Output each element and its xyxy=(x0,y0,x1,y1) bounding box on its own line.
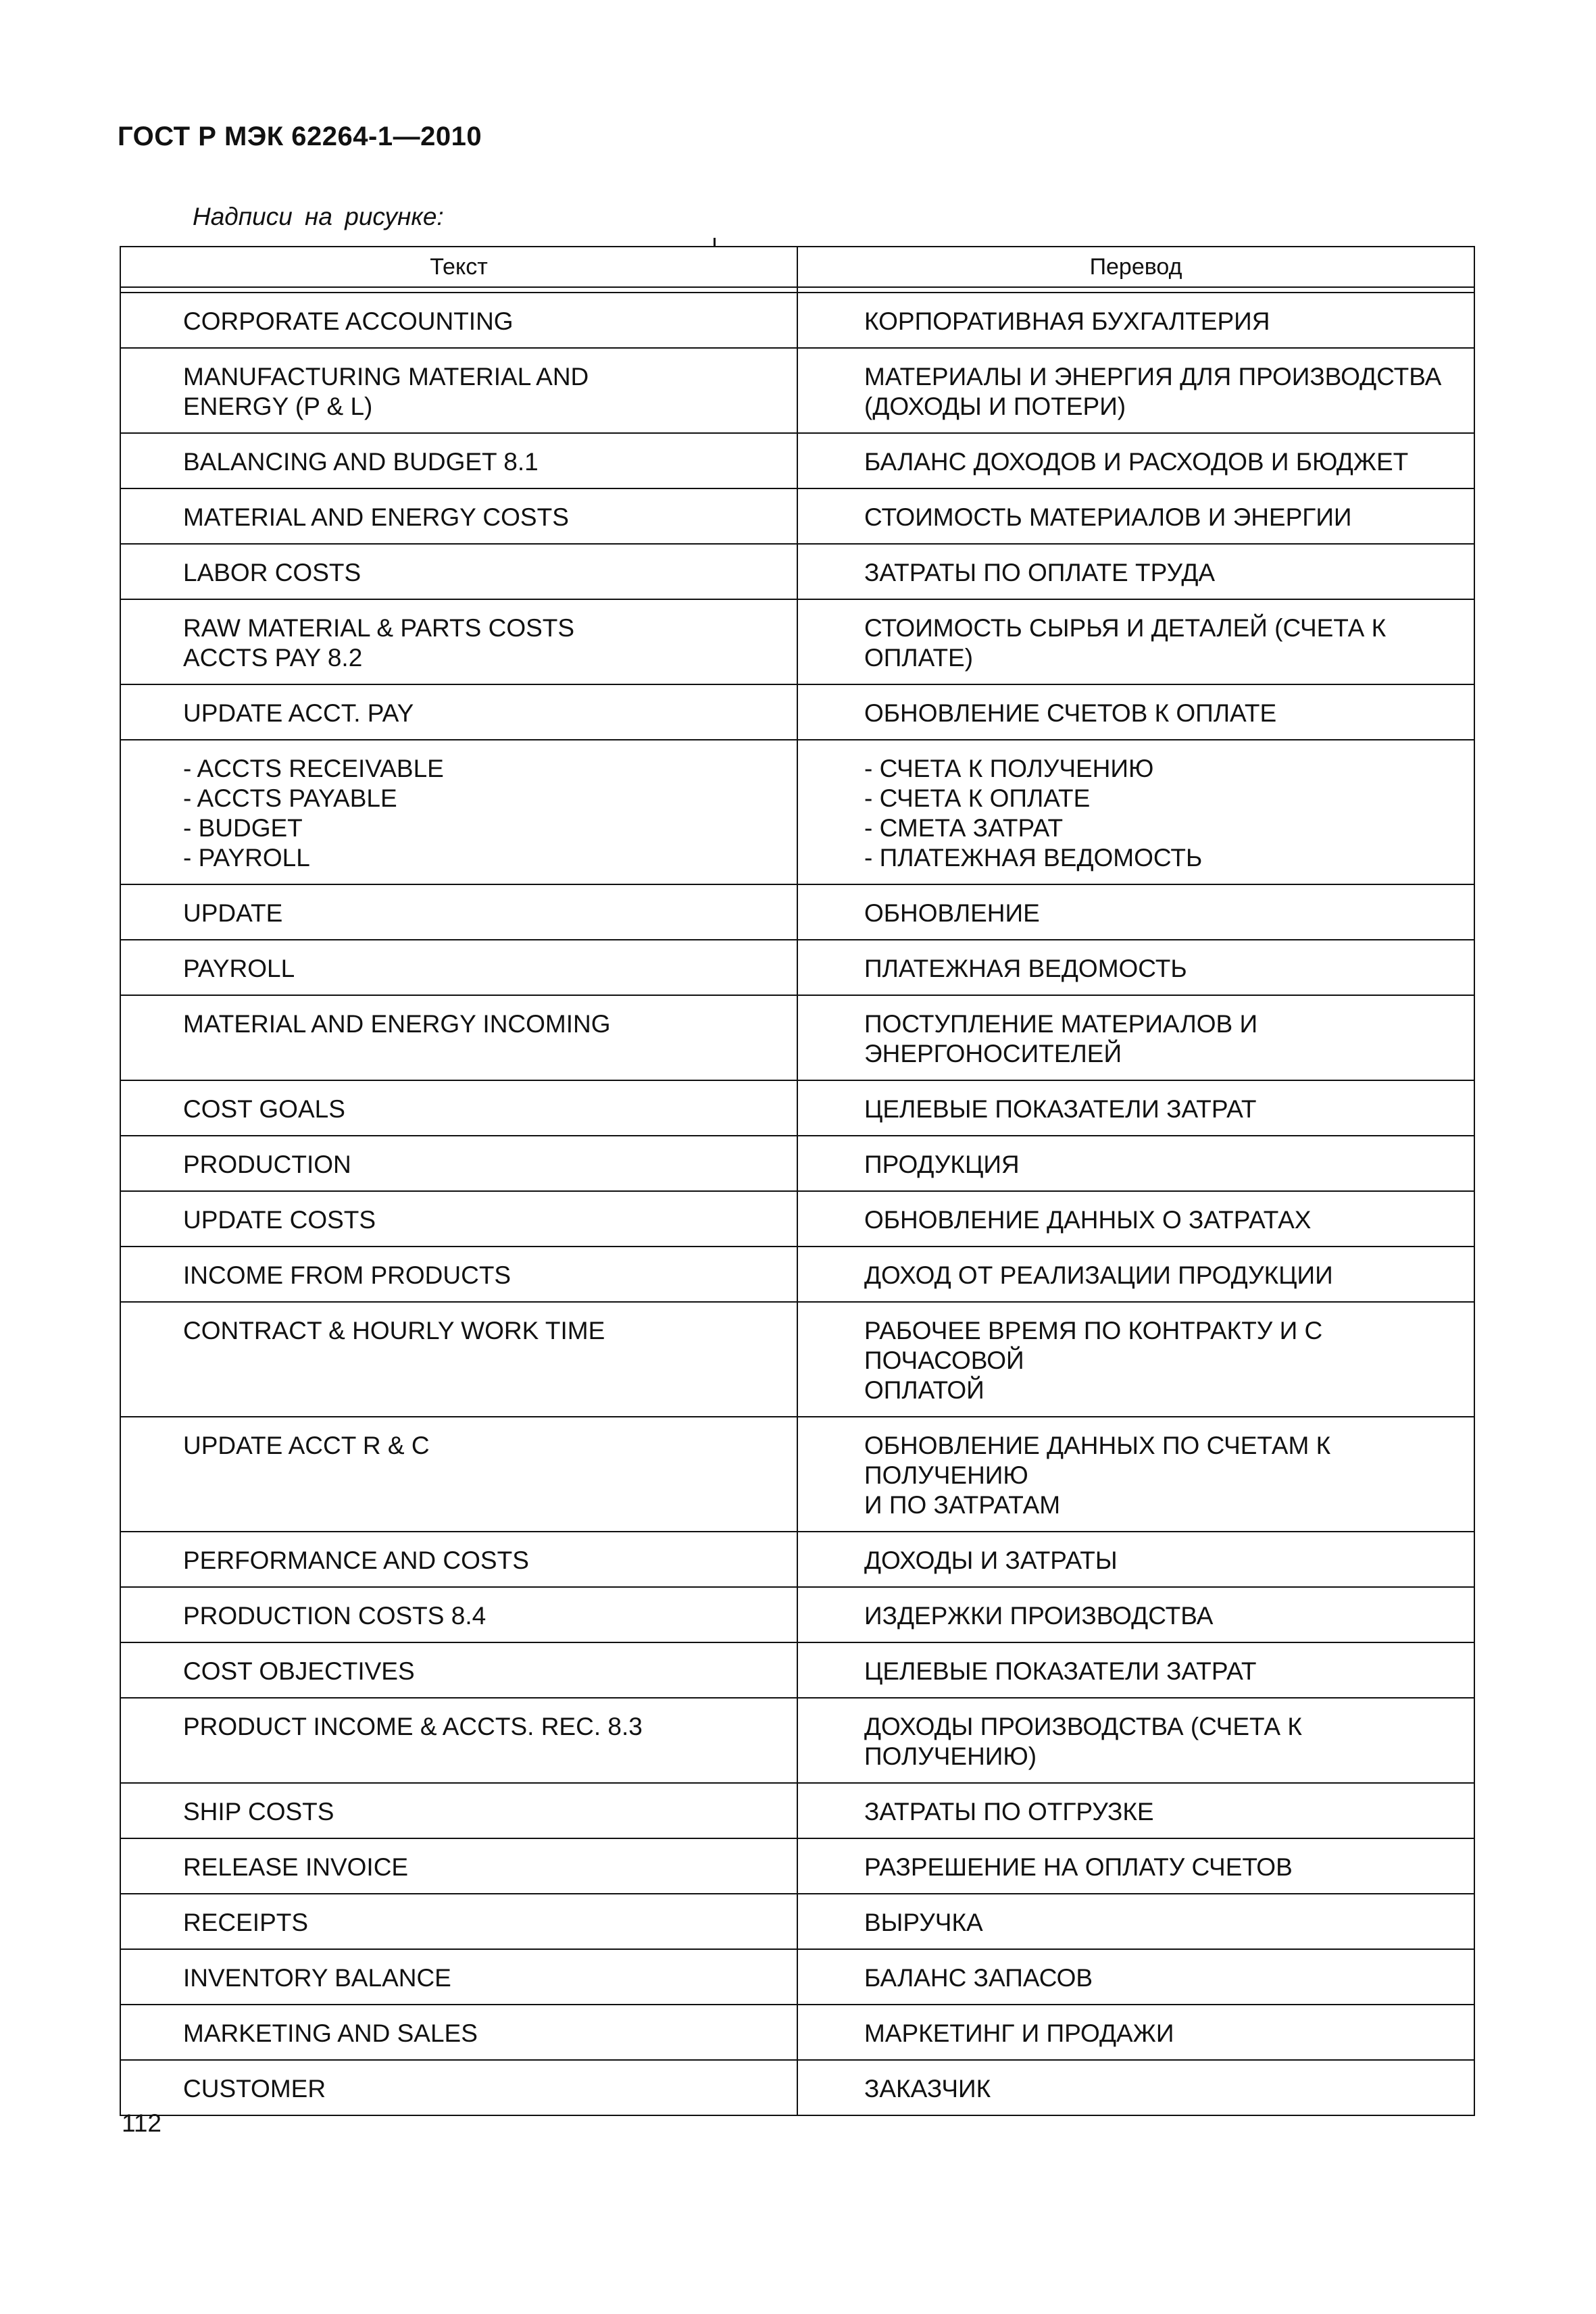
table-row xyxy=(120,1191,1474,1247)
translation-cell xyxy=(797,433,1474,488)
translation-text: РАБОЧЕЕ ВРЕМЯ ПО КОНТРАКТУ И С ПОЧАСОВОЙ ОПЛАТОЙ xyxy=(864,1317,1323,1404)
source-text: INVENTORY BALANCE xyxy=(183,1964,451,1992)
source-text: RAW MATERIAL & PARTS COSTS ACCTS PAY 8.2 xyxy=(183,614,575,672)
source-text-cell xyxy=(120,1080,797,1136)
source-text-cell xyxy=(120,1191,797,1247)
table-row xyxy=(120,884,1474,940)
table-row xyxy=(120,1247,1474,1302)
table-body xyxy=(120,287,1474,2115)
translation-text: ОБНОВЛЕНИЕ ДАННЫХ О ЗАТРАТАХ xyxy=(864,1206,1312,1234)
source-text-cell xyxy=(120,1642,797,1698)
source-text-cell xyxy=(120,1894,797,1949)
translation-cell xyxy=(797,995,1474,1080)
translation-text: КОРПОРАТИВНАЯ БУХГАЛТЕРИЯ xyxy=(864,307,1270,335)
source-text-cell xyxy=(120,433,797,488)
translation-cell xyxy=(797,1247,1474,1302)
table-row xyxy=(120,348,1474,433)
source-text: UPDATE ACCT. PAY xyxy=(183,699,414,727)
translation-cell xyxy=(797,1080,1474,1136)
table-row xyxy=(120,488,1474,544)
table-row xyxy=(120,684,1474,740)
translation-cell xyxy=(797,740,1474,884)
source-text: CUSTOMER xyxy=(183,2075,326,2103)
source-text-cell xyxy=(120,1698,797,1783)
source-text-cell xyxy=(120,1302,797,1417)
source-text: PRODUCTION xyxy=(183,1151,351,1178)
source-text-cell xyxy=(120,2060,797,2115)
table-row xyxy=(120,1136,1474,1191)
translation-text: МАТЕРИАЛЫ И ЭНЕРГИЯ ДЛЯ ПРОИЗВОДСТВА (ДОХОДЫ И ПОТЕРИ) xyxy=(864,363,1442,420)
source-text: MATERIAL AND ENERGY COSTS xyxy=(183,503,569,531)
translation-cell xyxy=(797,544,1474,599)
translation-cell xyxy=(797,1783,1474,1838)
translation-text: ЦЕЛЕВЫЕ ПОКАЗАТЕЛИ ЗАТРАТ xyxy=(864,1657,1257,1685)
source-text: LABOR COSTS xyxy=(183,559,361,586)
source-text-cell xyxy=(120,544,797,599)
source-text-cell xyxy=(120,1587,797,1642)
table-row xyxy=(120,2060,1474,2115)
translation-cell xyxy=(797,488,1474,544)
source-text: COST GOALS xyxy=(183,1095,345,1123)
source-text: UPDATE xyxy=(183,899,283,927)
translation-cell xyxy=(797,1949,1474,2005)
translation-cell xyxy=(797,1838,1474,1894)
source-text-cell xyxy=(120,599,797,684)
table-row xyxy=(120,740,1474,884)
source-text-cell xyxy=(120,1783,797,1838)
translation-cell xyxy=(797,2060,1474,2115)
translation-text: ОБНОВЛЕНИЕ ДАННЫХ ПО СЧЕТАМ К ПОЛУЧЕНИЮ И ПО ЗАТРАТАМ xyxy=(864,1432,1331,1519)
source-text: PERFORMANCE AND COSTS xyxy=(183,1546,529,1574)
source-text-cell xyxy=(120,884,797,940)
translation-text: ПРОДУКЦИЯ xyxy=(864,1151,1020,1178)
source-text: MANUFACTURING MATERIAL AND ENERGY (P & L) xyxy=(183,363,589,420)
table-row xyxy=(120,2005,1474,2060)
translation-cell xyxy=(797,940,1474,995)
header-separator-row xyxy=(120,287,1474,293)
translation-cell xyxy=(797,599,1474,684)
translation-cell xyxy=(797,1698,1474,1783)
table-row xyxy=(120,599,1474,684)
source-text-cell xyxy=(120,1247,797,1302)
source-text-cell xyxy=(120,684,797,740)
source-text-cell xyxy=(120,1417,797,1532)
source-text: MATERIAL AND ENERGY INCOMING xyxy=(183,1010,611,1038)
translation-text: ДОХОД ОТ РЕАЛИЗАЦИИ ПРОДУКЦИИ xyxy=(864,1261,1333,1289)
source-text-cell xyxy=(120,348,797,433)
translation-cell xyxy=(797,1136,1474,1191)
translation-cell xyxy=(797,1642,1474,1698)
source-text-cell xyxy=(120,940,797,995)
translation-text: ДОХОДЫ ПРОИЗВОДСТВА (СЧЕТА К ПОЛУЧЕНИЮ) xyxy=(864,1713,1302,1770)
translation-cell xyxy=(797,1587,1474,1642)
table-row xyxy=(120,1417,1474,1532)
table-row xyxy=(120,1894,1474,1949)
table-row xyxy=(120,544,1474,599)
translation-cell xyxy=(797,1894,1474,1949)
source-text-cell xyxy=(120,740,797,884)
table-row xyxy=(120,293,1474,348)
translation-cell xyxy=(797,884,1474,940)
source-text: SHIP COSTS xyxy=(183,1798,334,1826)
translation-text: ПОСТУПЛЕНИЕ МАТЕРИАЛОВ И ЭНЕРГОНОСИТЕЛЕЙ xyxy=(864,1010,1258,1067)
translation-text: ПЛАТЕЖНАЯ ВЕДОМОСТЬ xyxy=(864,955,1187,982)
source-text: RELEASE INVOICE xyxy=(183,1853,409,1881)
table-row xyxy=(120,1080,1474,1136)
source-text: PAYROLL xyxy=(183,955,295,982)
translation-text: РАЗРЕШЕНИЕ НА ОПЛАТУ СЧЕТОВ xyxy=(864,1853,1293,1881)
source-text: UPDATE ACCT R & C xyxy=(183,1432,430,1459)
source-text-cell xyxy=(120,1532,797,1587)
source-text: RECEIPTS xyxy=(183,1909,309,1936)
source-text: COST OBJECTIVES xyxy=(183,1657,415,1685)
translation-cell xyxy=(797,1417,1474,1532)
source-text: UPDATE COSTS xyxy=(183,1206,376,1234)
translation-text: ОБНОВЛЕНИЕ xyxy=(864,899,1040,927)
column-header-text: Текст xyxy=(120,247,797,287)
translation-text: МАРКЕТИНГ И ПРОДАЖИ xyxy=(864,2019,1174,2047)
source-text-cell xyxy=(120,488,797,544)
table-row xyxy=(120,1698,1474,1783)
source-text-cell xyxy=(120,1949,797,2005)
translation-text: СТОИМОСТЬ МАТЕРИАЛОВ И ЭНЕРГИИ xyxy=(864,503,1352,531)
translation-text: ВЫРУЧКА xyxy=(864,1909,983,1936)
translation-cell xyxy=(797,2005,1474,2060)
translation-text: ОБНОВЛЕНИЕ СЧЕТОВ К ОПЛАТЕ xyxy=(864,699,1277,727)
translation-cell xyxy=(797,684,1474,740)
table-row xyxy=(120,1532,1474,1587)
translation-text: ЗАТРАТЫ ПО ОПЛАТЕ ТРУДА xyxy=(864,559,1216,586)
table-row xyxy=(120,1949,1474,2005)
source-text: - ACCTS RECEIVABLE - ACCTS PAYABLE - BUDGET - PAYROLL xyxy=(183,755,444,872)
translation-text: - СЧЕТА К ПОЛУЧЕНИЮ - СЧЕТА К ОПЛАТЕ - СМЕТА ЗАТРАТ - ПЛАТЕЖНАЯ ВЕДОМОСТЬ xyxy=(864,755,1203,872)
source-text-cell xyxy=(120,995,797,1080)
source-text-cell xyxy=(120,1838,797,1894)
source-text: INCOME FROM PRODUCTS xyxy=(183,1261,512,1289)
translation-text: ИЗДЕРЖКИ ПРОИЗВОДСТВА xyxy=(864,1602,1214,1630)
table-row xyxy=(120,1838,1474,1894)
source-text: BALANCING AND BUDGET 8.1 xyxy=(183,448,539,476)
page-number: 112 xyxy=(122,2109,161,2137)
table-row xyxy=(120,433,1474,488)
translation-text: ЗАТРАТЫ ПО ОТГРУЗКЕ xyxy=(864,1798,1154,1826)
table-row xyxy=(120,995,1474,1080)
translation-text: ЗАКАЗЧИК xyxy=(864,2075,991,2103)
source-text: MARKETING AND SALES xyxy=(183,2019,478,2047)
translation-text: СТОИМОСТЬ СЫРЬЯ И ДЕТАЛЕЙ (СЧЕТА К ОПЛАТЕ) xyxy=(864,614,1387,672)
translation-text: БАЛАНС ЗАПАСОВ xyxy=(864,1964,1093,1992)
column-header-translation: Перевод xyxy=(797,247,1474,287)
source-text: CORPORATE ACCOUNTING xyxy=(183,307,514,335)
translation-cell xyxy=(797,1191,1474,1247)
translation-text: БАЛАНС ДОХОДОВ И РАСХОДОВ И БЮДЖЕТ xyxy=(864,448,1409,476)
source-text: CONTRACT & HOURLY WORK TIME xyxy=(183,1317,605,1344)
translation-cell xyxy=(797,1532,1474,1587)
separator-cell xyxy=(797,287,1474,293)
table-row xyxy=(120,1302,1474,1417)
table-header-row xyxy=(120,247,1474,287)
table-row xyxy=(120,1587,1474,1642)
translation-text: ЦЕЛЕВЫЕ ПОКАЗАТЕЛИ ЗАТРАТ xyxy=(864,1095,1257,1123)
source-text-cell xyxy=(120,1136,797,1191)
translation-cell xyxy=(797,348,1474,433)
source-text-cell xyxy=(120,293,797,348)
separator-cell xyxy=(120,287,797,293)
table-row xyxy=(120,940,1474,995)
translation-table xyxy=(120,246,1475,2116)
table-row xyxy=(120,1783,1474,1838)
document-header: ГОСТ Р МЭК 62264-1—2010 xyxy=(118,122,482,151)
source-text-cell xyxy=(120,2005,797,2060)
figure-caption: Надписи на рисунке: xyxy=(193,203,444,230)
source-text: PRODUCT INCOME & ACCTS. REC. 8.3 xyxy=(183,1713,643,1740)
translation-cell xyxy=(797,293,1474,348)
translation-cell xyxy=(797,1302,1474,1417)
source-text: PRODUCTION COSTS 8.4 xyxy=(183,1602,487,1630)
translation-text: ДОХОДЫ И ЗАТРАТЫ xyxy=(864,1546,1118,1574)
table-row xyxy=(120,1642,1474,1698)
